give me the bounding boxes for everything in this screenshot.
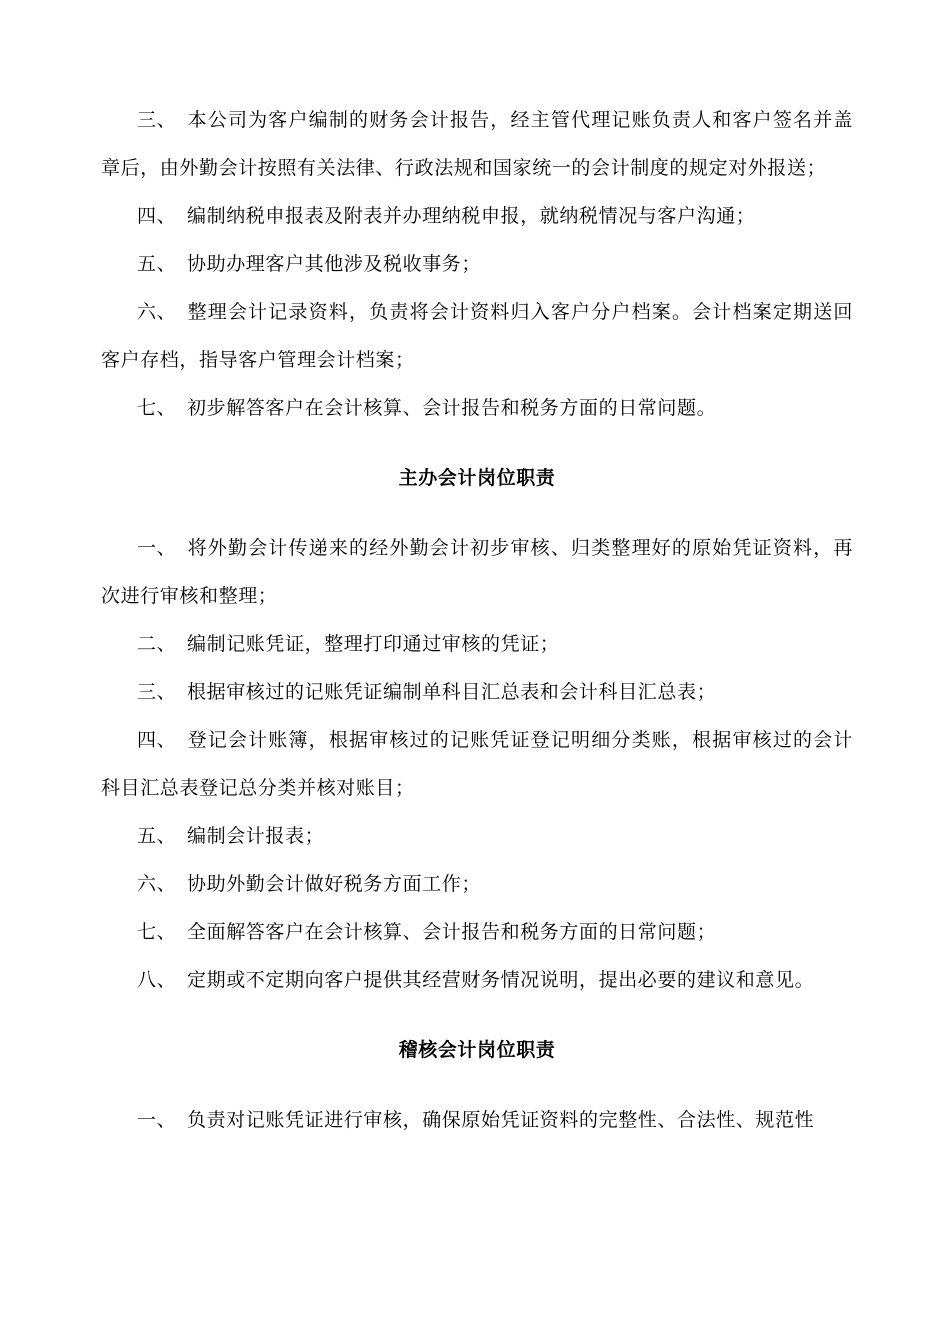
item-text: 根据审核过的记账凭证编制单科目汇总表和会计科目汇总表； <box>187 681 717 703</box>
item-number: 三、 <box>137 681 177 703</box>
item-number: 八、 <box>137 969 177 991</box>
paragraph-b8 <box>101 956 853 1004</box>
item-number: 七、 <box>137 921 177 943</box>
item-text: 负责对记账凭证进行审核，确保原始凭证资料的完整性、合法性、规范性 <box>187 1109 815 1131</box>
paragraph-a5 <box>101 240 853 288</box>
item-number: 六、 <box>137 301 177 323</box>
item-text: 整理会计记录资料，负责将会计资料归入客户分户档案。会计档案定期送回客户存档，指导客户管理会计档案； <box>101 301 853 371</box>
item-number: 二、 <box>137 633 177 655</box>
item-text: 本公司为客户编制的财务会计报告，经主管代理记账负责人和客户签名并盖章后，由外勤会计按照有关法律、行政法规和国家统一的会计制度的规定对外报送； <box>101 109 853 179</box>
item-number: 一、 <box>137 537 177 559</box>
document-page <box>101 96 853 1144</box>
item-number: 一、 <box>137 1109 177 1131</box>
paragraph-b6 <box>101 860 853 908</box>
item-number: 五、 <box>137 825 177 847</box>
paragraph-a7 <box>101 384 853 432</box>
paragraph-c1 <box>101 1096 853 1144</box>
paragraph-b2 <box>101 620 853 668</box>
item-number: 六、 <box>137 873 177 895</box>
item-text: 将外勤会计传递来的经外勤会计初步审核、归类整理好的原始凭证资料，再次进行审核和整理； <box>101 537 853 607</box>
paragraph-b1 <box>101 524 853 620</box>
item-number: 七、 <box>137 397 177 419</box>
paragraph-a3 <box>101 96 853 192</box>
item-text: 全面解答客户在会计核算、会计报告和税务方面的日常问题； <box>187 921 717 943</box>
item-text: 编制会计报表； <box>187 825 325 847</box>
item-text: 协助办理客户其他涉及税收事务； <box>187 253 482 275</box>
item-number: 三、 <box>137 109 177 131</box>
paragraph-b3 <box>101 668 853 716</box>
section-heading-audit-accountant: 稽核会计岗位职责 <box>398 1039 556 1061</box>
paragraph-a6 <box>101 288 853 384</box>
item-number: 四、 <box>137 729 177 751</box>
paragraph-a4 <box>101 192 853 240</box>
item-text: 登记会计账簿，根据审核过的记账凭证登记明细分类账，根据审核过的会计科目汇总表登记总分类并核对账目； <box>101 729 853 799</box>
item-text: 协助外勤会计做好税务方面工作； <box>187 873 482 895</box>
item-number: 五、 <box>137 253 177 275</box>
paragraph-b5 <box>101 812 853 860</box>
item-text: 编制纳税申报表及附表并办理纳税申报，就纳税情况与客户沟通； <box>187 205 756 227</box>
item-text: 定期或不定期向客户提供其经营财务情况说明，提出必要的建议和意见。 <box>187 969 815 991</box>
paragraph-b7 <box>101 908 853 956</box>
item-text: 编制记账凭证，整理打印通过审核的凭证； <box>187 633 560 655</box>
section-heading-chief-accountant: 主办会计岗位职责 <box>398 467 556 489</box>
paragraph-b4 <box>101 716 853 812</box>
item-text: 初步解答客户在会计核算、会计报告和税务方面的日常问题。 <box>187 397 717 419</box>
item-number: 四、 <box>137 205 177 227</box>
